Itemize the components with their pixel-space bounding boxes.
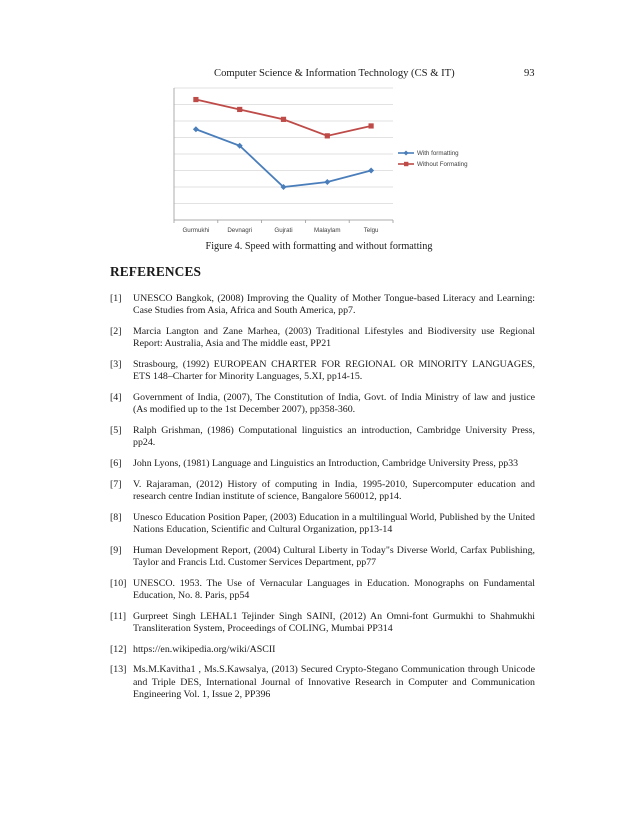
legend-marker-diamond bbox=[404, 151, 409, 156]
reference-item bbox=[110, 644, 535, 656]
reference-number: [6] bbox=[110, 458, 122, 469]
x-tick-label: Malaylam bbox=[314, 227, 341, 234]
legend-label: With formatting bbox=[417, 150, 459, 158]
series-line bbox=[196, 129, 371, 187]
data-point-square bbox=[237, 107, 242, 112]
references-list bbox=[110, 293, 535, 710]
reference-item bbox=[110, 545, 535, 570]
reference-number: [10] bbox=[110, 577, 127, 589]
reference-number: [7] bbox=[110, 478, 122, 490]
reference-text: Ms.M.Kavitha1 , Ms.S.Kawsalya, (2013) Secured Crypto-Stegano Communication through Unicode and Triple DES, International Journal of Innovative Research in Computer and Communication Engineering Vol. 1, Issue 2, PP396 bbox=[133, 664, 535, 700]
reference-number: [8] bbox=[110, 511, 122, 523]
reference-item bbox=[110, 458, 535, 470]
chart-axes bbox=[174, 88, 393, 223]
line-chart bbox=[168, 84, 478, 244]
reference-text: UNESCO. 1953. The Use of Vernacular Languages in Education. Monographs on Fundamental Education, No. 8. Paris, pp54 bbox=[133, 577, 535, 601]
reference-number: [12] bbox=[110, 643, 127, 655]
references-heading: REFERENCES bbox=[110, 264, 202, 279]
data-point-square bbox=[281, 117, 286, 122]
reference-text: V. Rajaraman, (2012) History of computing in India, 1995-2010, Supercomputer education and research centre Indian institute of science, Bangalore 560012, pp14. bbox=[133, 478, 535, 502]
reference-number: [11] bbox=[110, 610, 127, 622]
reference-text: Human Development Report, (2004) Cultural Liberty in Today"s Diverse World, Carfax Publishing, Taylor and Francis Ltd. Customer Services Department, pp77 bbox=[133, 544, 535, 568]
page-number: 93 bbox=[524, 68, 535, 79]
reference-text: https://en.wikipedia.org/wiki/ASCII bbox=[133, 643, 276, 655]
chart-legend bbox=[398, 150, 468, 168]
x-tick-label: Devnagri bbox=[227, 227, 253, 234]
reference-text: Marcia Langton and Zane Marhea, (2003) Traditional Lifestyles and Biodiversity use Regional Report: Australia, Asia and The middle east, PP21 bbox=[133, 326, 535, 350]
reference-number: [9] bbox=[110, 544, 122, 556]
data-point-diamond bbox=[368, 168, 374, 174]
reference-text: Strasbourg, (1992) EUROPEAN CHARTER FOR REGIONAL OR MINORITY LANGUAGES, ETS 148–Charter for Minority Languages, 5.XI, pp14-15. bbox=[133, 359, 535, 383]
reference-number: [4] bbox=[110, 392, 122, 403]
x-tick-label: Gujrati bbox=[274, 227, 293, 234]
reference-text: Unesco Education Position Paper, (2003) Education in a multilingual World, Published by the United Nations Education, Scientific and Cultural Organization, pp13-14 bbox=[133, 511, 535, 535]
legend-marker-square bbox=[404, 162, 408, 166]
chart-gridlines bbox=[174, 88, 393, 220]
reference-number: [5] bbox=[110, 425, 122, 436]
reference-number: [1] bbox=[110, 293, 122, 304]
reference-item bbox=[110, 392, 535, 417]
data-point-square bbox=[369, 123, 374, 128]
reference-text: Government of India, (2007), The Constitution of India, Govt. of India Ministry of law and justice (As modified up to the 1st December 2007), pp358-360. bbox=[133, 392, 535, 416]
reference-text: John Lyons, (1981) Language and Linguistics an Introduction, Cambridge University Press, pp33 bbox=[133, 458, 519, 469]
reference-item bbox=[110, 326, 535, 351]
chart-x-tick-labels bbox=[182, 227, 379, 234]
reference-number: [2] bbox=[110, 326, 122, 337]
reference-text: Gurpreet Singh LEHAL1 Tejinder Singh SAINI, (2012) An Omni-font Gurmukhi to Shahmukhi Transliteration System, Proceedings of COLING, Mumbai PP314 bbox=[133, 610, 535, 634]
figure-caption: Figure 4. Speed with formatting and without formatting bbox=[205, 241, 433, 252]
data-point-diamond bbox=[324, 179, 330, 185]
reference-item bbox=[110, 293, 535, 318]
reference-number: [13] bbox=[110, 664, 127, 676]
reference-item bbox=[110, 512, 535, 537]
reference-item bbox=[110, 611, 535, 636]
reference-number: [3] bbox=[110, 359, 122, 370]
data-point-square bbox=[193, 97, 198, 102]
journal-title: Computer Science & Information Technology (CS & IT) bbox=[214, 68, 455, 79]
legend-label: Without Formating bbox=[417, 161, 468, 169]
data-point-diamond bbox=[193, 126, 199, 132]
reference-item bbox=[110, 479, 535, 504]
reference-item bbox=[110, 359, 535, 384]
reference-item bbox=[110, 664, 535, 701]
reference-item bbox=[110, 425, 535, 450]
x-tick-label: Telgu bbox=[363, 227, 379, 234]
chart-series bbox=[193, 97, 374, 190]
reference-text: UNESCO Bangkok, (2008) Improving the Quality of Mother Tongue-based Literacy and Learning: Case Studies from Asia, Africa and South America, pp7. bbox=[133, 293, 535, 317]
x-tick-label: Gurmukhi bbox=[182, 227, 210, 234]
reference-item bbox=[110, 578, 535, 603]
reference-text: Ralph Grishman, (1986) Computational linguistics an introduction, Cambridge University Press, pp24. bbox=[133, 425, 535, 449]
data-point-square bbox=[325, 133, 330, 138]
